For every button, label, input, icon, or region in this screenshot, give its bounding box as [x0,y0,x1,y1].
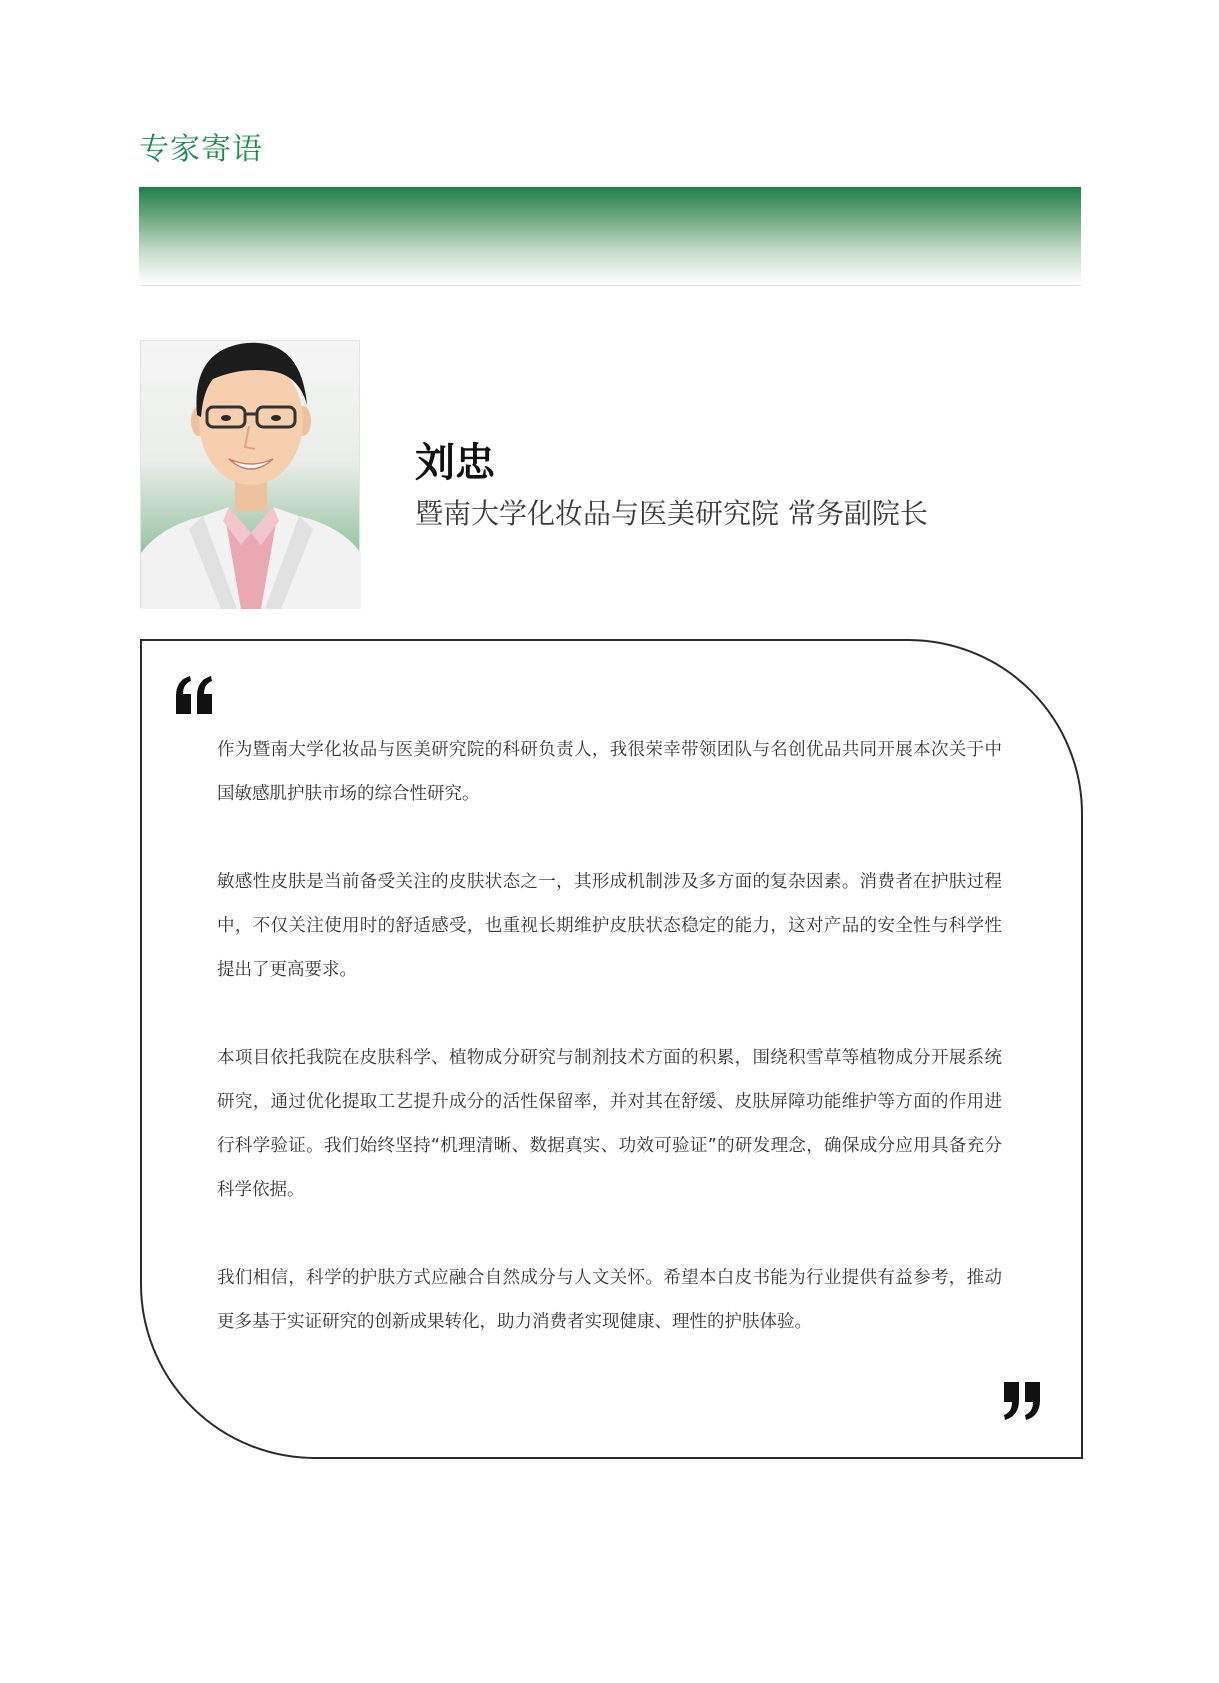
quote-body [217,728,1002,1388]
close-quote-icon [1000,1378,1044,1422]
header-banner [139,187,1081,286]
quote-paragraph-3: 本项目依托我院在皮肤科学、植物成分研究与制剂技术方面的积累，围绕积雪草等植物成分开展系统研究，通过优化提取工艺提升成分的活性保留率，并对其在舒缓、皮肤屏障功能维护等方面的作用进行科学验证。我们始终坚持“机理清晰、数据真实、功效可验证”的研发理念，确保成分应用具备充分科学依据。 [217,1048,1002,1200]
open-quote-icon [172,674,216,718]
quote-paragraph-2: 敏感性皮肤是当前备受关注的皮肤状态之一，其形成机制涉及多方面的复杂因素。消费者在护肤过程中，不仅关注使用时的舒适感受，也重视长期维护皮肤状态稳定的能力，这对产品的安全性与科学性提出了更高要求。 [217,872,1002,980]
quote-paragraph-1: 作为暨南大学化妆品与医美研究院的科研负责人，我很荣幸带领团队与名创优品共同开展本次关于中国敏感肌护肤市场的综合性研究。 [217,740,1002,804]
quote-paragraph-4: 我们相信，科学的护肤方式应融合自然成分与人文关怀。希望本白皮书能为行业提供有益参考，推动更多基于实证研究的创新成果转化，助力消费者实现健康、理性的护肤体验。 [217,1268,1002,1332]
expert-name: 刘忠 [415,440,495,486]
portrait-image [141,321,361,609]
expert-title: 暨南大学化妆品与医美研究院 常务副院长 [415,497,928,530]
expert-photo [140,340,360,608]
section-title: 专家寄语 [139,132,263,167]
